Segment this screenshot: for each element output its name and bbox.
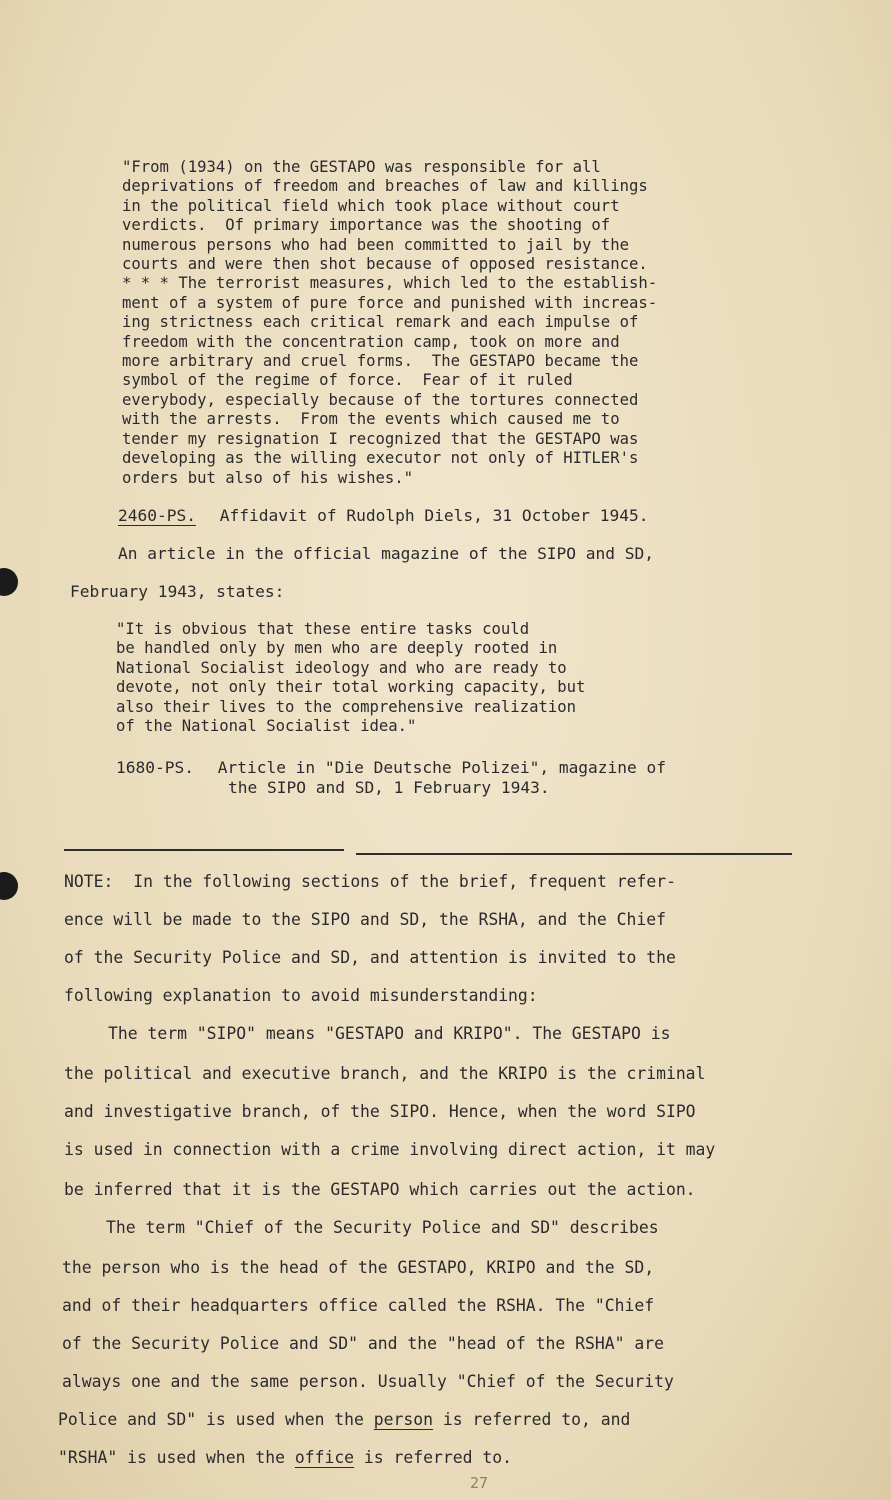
intro-line: An article in the official magazine of the SIPO and SD,	[118, 544, 655, 563]
note-line: ence will be made to the SIPO and SD, the RSHA, and the Chief	[64, 910, 666, 929]
divider-line	[356, 853, 792, 855]
chief-para-line: of the Security Police and SD" and the "head of the RSHA" are	[62, 1334, 664, 1353]
chief-para-line: the person who is the head of the GESTAPO, KRIPO and the SD,	[62, 1258, 655, 1277]
citation-text: the SIPO and SD, 1 February 1943.	[228, 778, 550, 797]
citation-doc-number: 2460-PS.	[118, 506, 196, 525]
citation-diels	[118, 506, 649, 525]
citation-text: Affidavit of Rudolph Diels, 31 October 1945.	[219, 506, 649, 525]
sipo-para-line: The term "SIPO" means "GESTAPO and KRIPO". The GESTAPO is	[108, 1024, 671, 1043]
article-quote: "It is obvious that these entire tasks could be handled only by men who are deeply rooted in National Socialist ideology and who are ready to devote, not only their total working capacity, but also their lives to the comprehensive realization of the National Socialist idea."	[116, 620, 586, 736]
binder-hole	[0, 872, 18, 900]
note-label: NOTE:	[64, 872, 114, 891]
citation-article	[116, 758, 666, 777]
intro-line: February 1943, states:	[70, 582, 285, 601]
sipo-para-line: be inferred that it is the GESTAPO which carries out the action.	[64, 1180, 696, 1199]
divider-line	[64, 849, 344, 851]
sipo-para-line: the political and executive branch, and the KRIPO is the criminal	[64, 1064, 706, 1083]
citation-doc-number: 1680-PS.	[116, 758, 194, 777]
sipo-para-line: is used in connection with a crime involving direct action, it may	[64, 1140, 716, 1159]
emphasis-person: person	[373, 1410, 433, 1429]
note-line: following explanation to avoid misunderstanding:	[64, 986, 538, 1005]
emphasis-office: office	[294, 1448, 355, 1467]
note-line: of the Security Police and SD, and attention is invited to the	[64, 948, 676, 967]
citation-text: Article in "Die Deutsche Polizei", magazine of	[217, 758, 667, 777]
chief-para-line: Police and SD" is used when the person is referred to, and	[58, 1410, 631, 1429]
diels-quote: "From (1934) on the GESTAPO was responsible for all deprivations of freedom and breaches of law and killings in the political field which took place without court verdicts. Of primary importance was the shooting of numerous persons who had been committed to jail by the courts and were then shot because of opposed resistance. * * * The terrorist measures, which led to the establish- ment of a system of pure force and punished with increas- ing strictness each critical remark and each impulse of freedom with the concentration camp, took on more and more arbitrary and cruel forms. The GESTAPO became the symbol of the regime of force. Fear of it ruled everybody, especially because of the tortures connected with the arrests. From the events which caused me to tender my resignation I recognized that the GESTAPO was developing as the willing executor not only of HITLER's orders but also of his wishes."	[122, 158, 658, 487]
chief-para-line: "RSHA" is used when the office is referred to.	[58, 1448, 512, 1467]
page-number: 27	[470, 1474, 489, 1492]
chief-para-line: and of their headquarters office called the RSHA. The "Chief	[62, 1296, 655, 1315]
chief-para-line: The term "Chief of the Security Police and SD" describes	[106, 1218, 659, 1237]
binder-hole	[0, 568, 18, 596]
chief-para-line: always one and the same person. Usually "Chief of the Security	[62, 1372, 674, 1391]
sipo-para-line: and investigative branch, of the SIPO. Hence, when the word SIPO	[64, 1102, 696, 1121]
note-line: NOTE: In the following sections of the brief, frequent refer-	[64, 872, 676, 891]
